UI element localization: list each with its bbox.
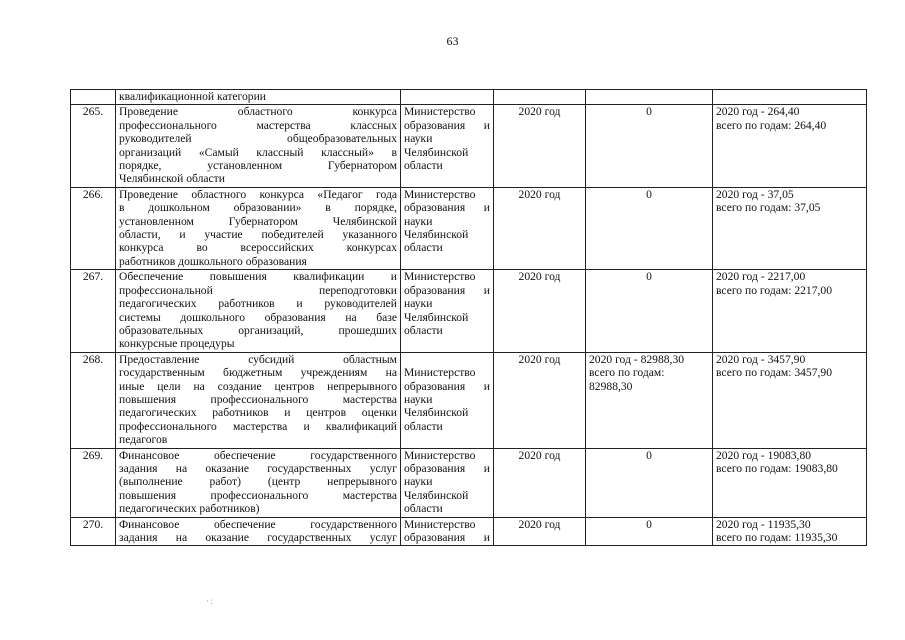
executor-line: науки — [404, 132, 433, 146]
executor-line: науки — [404, 475, 433, 489]
activity-description-cell — [116, 448, 401, 517]
executor-line: Челябинской — [404, 228, 469, 242]
federal-funding-cell — [586, 105, 713, 187]
row-number-cell: 266. — [71, 187, 116, 269]
federal-funding-cell — [586, 517, 713, 546]
executor-line: науки — [404, 297, 433, 311]
description-line: повышения профессионального мастерства — [119, 488, 397, 502]
regional-funding-cell — [713, 352, 867, 448]
federal-funding-cell — [586, 187, 713, 269]
scan-artifact-mark: ·: — [206, 596, 214, 606]
executor-line — [404, 353, 490, 366]
regional-funding-line: всего по годам: 11935,30 — [716, 531, 838, 544]
table-row — [71, 352, 867, 448]
description-line: профессиональной переподготовки — [119, 283, 397, 297]
table-row — [71, 448, 867, 517]
description-line: иные цели на создание центров непрерывного — [119, 379, 397, 393]
description-line: конкурсные процедуры — [119, 337, 235, 351]
description-line: системы дошкольного образования на базе — [119, 310, 397, 324]
description-line: конкурса во всероссийских конкурсах — [119, 241, 397, 255]
description-line: образовательных организаций, прошедших — [119, 323, 397, 337]
row-number-cell: 267. — [71, 270, 116, 352]
description-line: Финансовое обеспечение государственного — [119, 448, 397, 462]
table-row — [71, 187, 867, 269]
period-cell: 2020 год — [494, 187, 586, 269]
description-line: области, и участие победителей указанного — [119, 228, 397, 242]
description-line: профессионального мастерства классных — [119, 118, 397, 132]
executor-line: образования и — [404, 283, 490, 297]
table-row — [71, 517, 867, 546]
table-row-continuation — [71, 90, 867, 105]
executor-cell — [401, 517, 494, 546]
federal-funding-line: 2020 год - 82988,30 — [589, 352, 685, 366]
description-line: задания на оказание государственных услуг — [119, 531, 397, 544]
executor-cell — [401, 448, 494, 517]
regional-funding-cell — [713, 105, 867, 187]
executor-line: Челябинской — [404, 488, 469, 502]
executor-line: образования и — [404, 118, 490, 132]
period-cell: 2020 год — [494, 352, 586, 448]
description-line: Предоставление субсидий областным — [119, 352, 397, 366]
period-cell: 2020 год — [494, 105, 586, 187]
description-line: Челябинской области — [119, 172, 225, 186]
executor-line: Челябинской — [404, 310, 469, 324]
period-cell — [494, 90, 586, 105]
executor-cell — [401, 105, 494, 187]
federal-funding-line: 0 — [646, 517, 652, 531]
activity-description-cell — [116, 270, 401, 352]
description-line: задания на оказание государственных услуг — [119, 461, 397, 475]
description-line: Проведение областного конкурса «Педагог года — [119, 187, 397, 201]
description-line: Обеспечение повышения квалификации и — [119, 270, 397, 284]
executor-line: области — [404, 419, 443, 433]
executor-cell — [401, 187, 494, 269]
regional-funding-cell — [713, 448, 867, 517]
description-line: (выполнение работ) (центр непрерывного — [119, 475, 397, 489]
federal-funding-line: 0 — [646, 187, 652, 201]
regional-funding-line: 2020 год - 264,40 — [716, 105, 800, 119]
period-cell: 2020 год — [494, 517, 586, 546]
executor-line: образования и — [404, 379, 490, 393]
executor-line: области — [404, 502, 443, 516]
federal-funding-line: всего по годам: — [589, 366, 665, 380]
regional-funding-cell — [713, 187, 867, 269]
executor-line: Челябинской — [404, 406, 469, 420]
activity-description-cell: квалификационной категории — [116, 90, 401, 105]
row-number-cell: 268. — [71, 352, 116, 448]
row-number-cell: 270. — [71, 517, 116, 546]
regional-funding-line: 2020 год - 37,05 — [716, 187, 794, 201]
executor-line: области — [404, 241, 443, 255]
executor-line: Челябинской — [404, 145, 469, 159]
executor-line: Министерство — [404, 270, 476, 284]
description-line: порядке, установленном Губернатором — [119, 159, 397, 173]
description-line: профессионального мастерства и квалификаций — [119, 419, 397, 433]
description-line: организаций «Самый классный классный» в — [119, 145, 397, 159]
executor-line: науки — [404, 214, 433, 228]
regional-funding-line: всего по годам: 2217,00 — [716, 283, 833, 297]
regional-funding-line: 2020 год - 11935,30 — [716, 517, 811, 531]
description-line: педагогических работников) — [119, 502, 260, 516]
table-row — [71, 105, 867, 187]
executor-line: Министерство — [404, 105, 476, 119]
executor-line: Министерство — [404, 366, 476, 380]
regional-funding-line: 2020 год - 2217,00 — [716, 270, 806, 284]
federal-funding-cell — [586, 90, 713, 105]
row-number-cell: 269. — [71, 448, 116, 517]
description-line: Проведение областного конкурса — [119, 105, 397, 119]
regional-funding-line: всего по годам: 19083,80 — [716, 461, 838, 475]
regional-funding-line: всего по годам: 3457,90 — [716, 366, 833, 380]
description-line: работников дошкольного образования — [119, 254, 307, 268]
executor-line: Министерство — [404, 517, 476, 531]
row-number-cell — [71, 90, 116, 105]
regional-funding-line: 2020 год - 19083,80 — [716, 448, 812, 462]
executor-line: образования и — [404, 531, 490, 544]
regional-funding-cell — [713, 517, 867, 546]
period-cell: 2020 год — [494, 448, 586, 517]
executor-cell — [401, 270, 494, 352]
regional-funding-cell — [713, 270, 867, 352]
executor-cell — [401, 90, 494, 105]
period-cell: 2020 год — [494, 270, 586, 352]
federal-funding-cell — [586, 270, 713, 352]
executor-cell — [401, 352, 494, 448]
federal-funding-line: 0 — [646, 448, 652, 462]
activity-description-cell — [116, 352, 401, 448]
description-line: повышения профессионального мастерства — [119, 392, 397, 406]
executor-line: образования и — [404, 461, 490, 475]
executor-line: науки — [404, 392, 433, 406]
row-number-cell: 265. — [71, 105, 116, 187]
federal-funding-cell — [586, 448, 713, 517]
regional-funding-line: всего по годам: 37,05 — [716, 201, 821, 215]
executor-line: образования и — [404, 201, 490, 215]
regional-funding-line: всего по годам: 264,40 — [716, 118, 827, 132]
federal-funding-line: 0 — [646, 105, 652, 119]
description-line: установленном Губернатором Челябинской — [119, 214, 397, 228]
program-activities-table — [70, 89, 867, 546]
description-line: педагогических работников и центров оценки — [119, 406, 397, 420]
regional-funding-cell — [713, 90, 867, 105]
federal-funding-line: 0 — [646, 270, 652, 284]
executor-line: Министерство — [404, 187, 476, 201]
federal-funding-cell — [586, 352, 713, 448]
regional-funding-line: 2020 год - 3457,90 — [716, 352, 806, 366]
description-line: государственным бюджетным учреждениям на — [119, 366, 397, 380]
executor-line: области — [404, 159, 443, 173]
description-line: Финансовое обеспечение государственного — [119, 517, 397, 531]
table-row — [71, 270, 867, 352]
description-line: педагогов — [119, 433, 168, 447]
page-number: 63 — [446, 34, 459, 48]
activity-description-cell — [116, 187, 401, 269]
activity-description-cell — [116, 517, 401, 546]
description-line: педагогических работников и руководителей — [119, 297, 397, 311]
executor-line: Министерство — [404, 448, 476, 462]
description-line: в дошкольном образовании» в порядке, — [119, 201, 397, 215]
description-line: руководителей общеобразовательных — [119, 132, 397, 146]
activity-description-cell — [116, 105, 401, 187]
executor-line: области — [404, 323, 443, 337]
federal-funding-line: 82988,30 — [589, 379, 633, 393]
